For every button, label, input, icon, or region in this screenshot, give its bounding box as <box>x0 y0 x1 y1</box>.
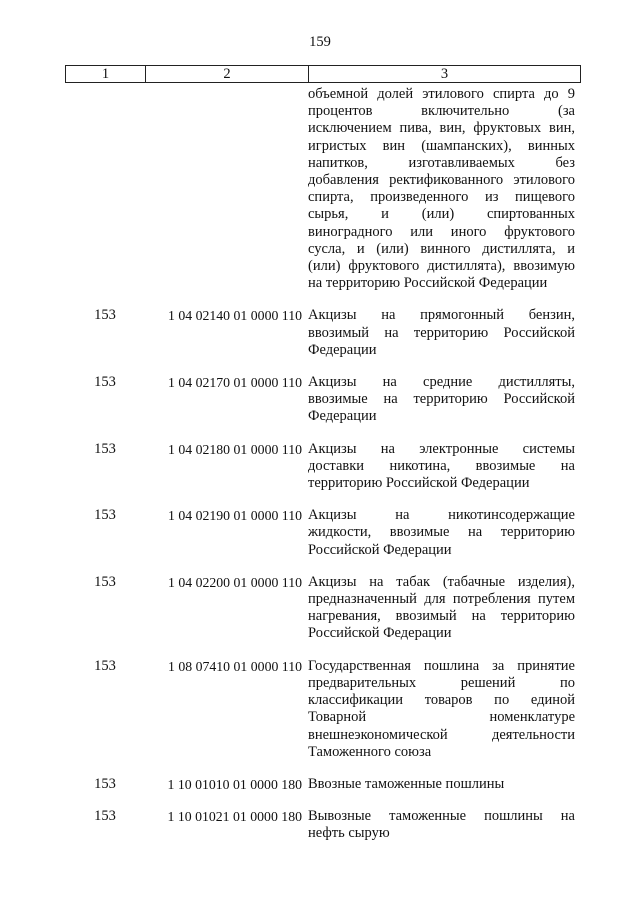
header-col-1: 1 <box>66 66 146 82</box>
description-line: Товарной номенклатуре <box>308 709 575 726</box>
budget-classification-code: 1 10 01021 01 0000 180 <box>167 809 302 825</box>
table-row <box>65 441 581 493</box>
table-row <box>65 658 581 761</box>
description-line: Российской Федерации <box>308 625 452 642</box>
description-line: предварительных решений по <box>308 674 575 691</box>
description-line: Вывозные таможенные пошлины на <box>308 808 575 825</box>
table-body <box>65 86 581 843</box>
description-line: виноградного или иного фруктового <box>308 223 575 240</box>
description-line: нагревания, ввозимый на территорию <box>308 608 575 625</box>
admin-code: 153 <box>94 307 116 324</box>
description-line: нефть сырую <box>308 825 390 842</box>
description-line: внешнеэкономической деятельности <box>308 726 575 743</box>
description-line: Федерации <box>308 408 377 425</box>
description-line: напитков, изготавливаемых без <box>308 154 575 171</box>
budget-classification-code <box>145 86 308 292</box>
description-line: добавления ректификованного этилового <box>308 172 575 189</box>
revenue-description <box>308 441 581 493</box>
table-row <box>65 776 581 793</box>
description-line: объемной долей этилового спирта до 9 <box>308 86 575 102</box>
description-line: ввозимые на территорию Российской <box>308 391 575 408</box>
description-line: Таможенного союза <box>308 743 432 760</box>
budget-classification-code: 1 04 02140 01 0000 110 <box>167 308 302 324</box>
admin-code: 153 <box>94 657 116 674</box>
revenue-description <box>308 658 581 761</box>
description-line: классификации товаров по единой <box>308 692 575 709</box>
description-line: жидкости, ввозимые на территорию <box>308 524 575 541</box>
budget-classification-code: 1 04 02200 01 0000 110 <box>167 574 302 590</box>
budget-classification-code: 1 08 07410 01 0000 110 <box>167 658 302 674</box>
description-line: ввозимый на территорию Российской <box>308 324 575 341</box>
description-line: Акцизы на табак (табачные изделия), <box>308 573 575 590</box>
description-line: исключением пива, вин, фруктовых вин, <box>308 120 575 137</box>
admin-code: 153 <box>94 573 116 590</box>
description-line: территорию Российской Федерации <box>308 475 530 492</box>
table-row <box>65 86 581 292</box>
description-line: Акцизы на средние дистилляты, <box>308 374 575 391</box>
revenue-description <box>308 86 581 292</box>
budget-classification-code: 1 10 01010 01 0000 180 <box>167 776 302 792</box>
admin-code: 153 <box>94 775 116 792</box>
revenue-description <box>308 374 581 426</box>
description-line: Акцизы на электронные системы <box>308 440 575 457</box>
description-line: Акцизы на никотинсодержащие <box>308 507 575 524</box>
admin-code: 153 <box>94 808 116 825</box>
description-line: сырья, и (или) спиртованных <box>308 206 575 223</box>
budget-classification-code: 1 04 02170 01 0000 110 <box>167 375 302 391</box>
budget-classification-code: 1 04 02190 01 0000 110 <box>167 508 302 524</box>
description-line: Ввозные таможенные пошлины <box>308 775 505 792</box>
description-line: спирта, произведенного из пищевого <box>308 189 575 206</box>
budget-classification-code: 1 04 02180 01 0000 110 <box>167 441 302 457</box>
description-line: Акцизы на прямогонный бензин, <box>308 307 575 324</box>
revenue-description <box>308 307 581 359</box>
admin-code: 153 <box>94 507 116 524</box>
page-number: 159 <box>309 34 331 50</box>
header-col-3: 3 <box>440 65 449 82</box>
description-line: на территорию Российской Федерации <box>308 275 548 292</box>
description-line: процентов включительно (за <box>308 103 575 120</box>
description-line: Российской Федерации <box>308 541 452 558</box>
admin-code <box>65 86 145 292</box>
table-row <box>65 808 581 842</box>
table-header <box>65 65 581 83</box>
description-line: сусла, и (или) винного дистиллята, и <box>308 240 575 257</box>
revenue-description <box>308 507 581 559</box>
description-line: Федерации <box>308 341 377 358</box>
revenue-description <box>308 808 581 842</box>
table-row <box>65 574 581 643</box>
header-col-2: 2 <box>146 66 309 82</box>
description-line: (или) фруктового дистиллята), ввозимую <box>308 258 575 275</box>
revenue-description <box>308 574 581 643</box>
description-line: Государственная пошлина за принятие <box>308 657 575 674</box>
admin-code: 153 <box>94 440 116 457</box>
admin-code: 153 <box>94 374 116 391</box>
description-line: игристых вин (шампанских), винных <box>308 137 575 154</box>
revenue-description <box>308 776 581 793</box>
table-row <box>65 507 581 559</box>
description-line: предназначенный для потребления путем <box>308 591 575 608</box>
table-row <box>65 307 581 359</box>
description-line: доставки никотина, ввозимые на <box>308 457 575 474</box>
table-row <box>65 374 581 426</box>
